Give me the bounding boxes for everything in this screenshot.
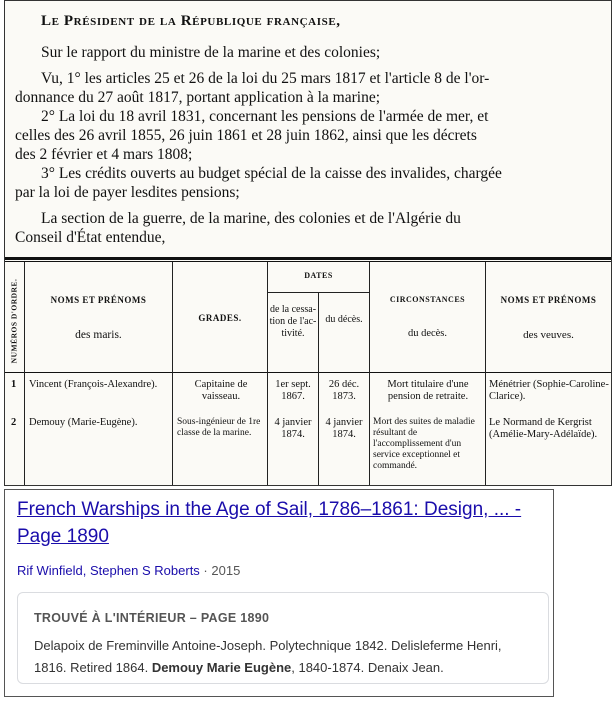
book-search-result [4,489,554,697]
header-noms-maris: NOMS ET PRÉNOMS [50,295,147,305]
table-top-rule [5,257,611,260]
header-cessation: de la cessa- tion de l'ac- tivité. [269,304,317,339]
header-dates: DATES [304,271,333,280]
paragraph-line-2: Vu, 1° les articles 25 et 26 de la loi du 25 mars 1817 et l'article 8 de l'or- [41,70,490,87]
paragraph-line-9: La section de la guerre, de la marine, des colonies et de l'Algérie du [41,210,461,227]
snippet-text [34,635,534,679]
row-2-circonstances: Mort des suites de maladie résultant de l'accomplissement d'un service exceptionnel et commandé. [373,417,475,471]
paragraph-line-3: donnance du 27 août 1817, portant application à la marine; [15,89,380,106]
row-2-nom: Demouy (Marie-Eugène). [29,417,138,428]
book-title-link[interactable]: French Warships in the Age of Sail, 1786–1861: Design, ... - Page 1890 [17,499,522,547]
snippet-highlight: Demouy Marie Eugène [151,660,292,675]
row-1-cessation: 1er sept. 1867. [275,379,311,402]
snippet-card[interactable] [17,592,549,684]
table-top-rule-thin [5,261,611,262]
paragraph-line-10: Conseil d'État entendue, [15,229,166,246]
row-1-circonstances: Mort titulaire d'une pension de retraite. [387,379,469,402]
row-2-veuve: Le Normand de Kergrist (Amélie-Mary-Adélaïde). [489,417,598,440]
book-authors-link[interactable]: Rif Winfield, Stephen S Roberts [17,563,200,578]
row-1-num: 1 [11,379,17,390]
paragraph-line-7: 3° Les crédits ouverts au budget spécial de la caisse des invalides, chargée [41,165,502,182]
row-1-veuve: Ménétrier (Sophie-Caroline-Clarice). [489,379,609,402]
row-2-grade: Sous-ingénieur de 1re classe de la marine. [177,417,261,438]
decree-heading: Le Président de la République française, [41,13,341,29]
paragraph-line-1: Sur le rapport du ministre de la marine et des colonies; [41,44,381,61]
header-noms-veuves-sub: des veuves. [523,329,574,341]
row-1-nom: Vincent (François-Alexandre). [29,379,158,390]
header-numero: NUMÉROS D'ORDRE. [9,278,19,364]
col-divider [267,262,268,486]
book-meta [17,563,240,578]
header-noms-maris-sub: des maris. [75,329,122,341]
table-header-rule [5,372,611,373]
header-circonstances-sub: du decès. [407,328,448,339]
col-divider [172,262,173,486]
row-2-num: 2 [11,417,17,428]
header-grades: GRADES. [198,313,242,323]
paragraph-line-5: celles des 26 avril 1855, 26 juin 1861 et 28 juin 1862, ainsi que les décrets [15,127,477,144]
col-divider [318,293,319,486]
paragraph-line-6: des 2 février et 4 mars 1808; [15,146,193,163]
dates-subrule [267,292,369,293]
row-2-cessation: 4 janvier 1874. [274,417,312,440]
header-deces: du décès. [325,314,363,325]
header-circonstances: CIRCONSTANCES [389,295,466,304]
scanned-decree-image [4,0,612,486]
row-1-deces: 26 déc. 1873. [328,379,360,402]
paragraph-line-4: 2° La loi du 18 avril 1831, concernant les pensions de l'armée de mer, et [41,108,489,125]
snippet-text-before: Delapoix de Freminville Antoine-Joseph. Polytechnique 1842. Delisleferme Henri, 1816. Retired 1864. [34,638,502,675]
header-noms-veuves: NOMS ET PRÉNOMS [500,295,597,305]
row-2-deces: 4 janvier 1874. [325,417,363,440]
snippet-heading: TROUVÉ À L'INTÉRIEUR – PAGE 1890 [34,611,270,625]
snippet-text-after: , 1840-1874. Denaix Jean. [291,660,444,675]
row-1-grade: Capitaine de vaisseau. [194,379,248,402]
meta-separator: · [199,563,212,578]
paragraph-line-8: par la loi de payer lesdites pensions; [15,184,240,201]
book-year: 2015 [211,563,241,578]
